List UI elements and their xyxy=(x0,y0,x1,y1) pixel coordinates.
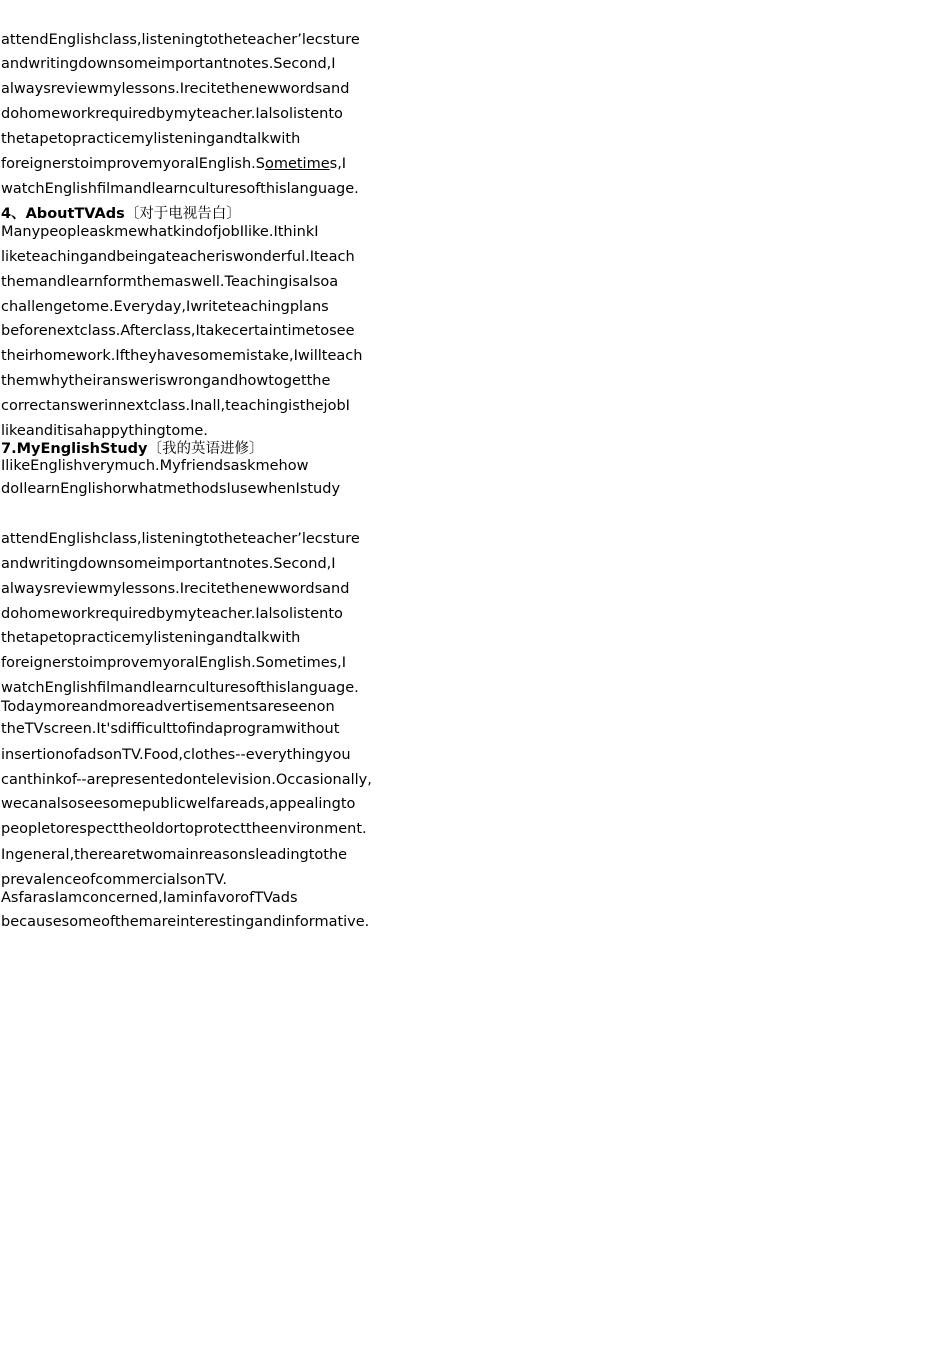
text-line: Todaymoreandmoreadvertisementsareseenon xyxy=(1,699,335,715)
text-line: becausesomeofthemareinterestingandinformative. xyxy=(1,914,370,930)
text-line: challengetome.Everyday,Iwriteteachingplans xyxy=(1,299,329,315)
text-line: AsfarasIamconcerned,IaminfavorofTVads xyxy=(1,890,298,906)
text-line: correctanswerinnextclass.Inall,teachingisthejobI xyxy=(1,398,350,414)
text-line: watchEnglishfilmandlearnculturesofthislanguage. xyxy=(1,181,359,197)
text-line: dohomeworkrequiredbymyteacher.Ialsolistento xyxy=(1,106,343,122)
text-line: insertionofadsonTV.Food,clothes--everythingyou xyxy=(1,747,351,763)
text-line: likeanditisahappythingtome. xyxy=(1,423,208,439)
text-line: attendEnglishclass,listeningtotheteacher’lecsture xyxy=(1,32,360,48)
text-line: thetapetopracticemylisteningandtalkwith xyxy=(1,131,301,147)
heading-chinese: 〔对于电视告白〕 xyxy=(124,206,241,222)
section-heading xyxy=(1,440,264,458)
text-line: liketeachingandbeingateacheriswonderful.Iteach xyxy=(1,249,355,265)
text-line: alwaysreviewmylessons.Irecitethenewwordsand xyxy=(1,581,350,597)
text-line: theirhomework.Iftheyhavesomemistake,Iwillteach xyxy=(1,348,363,364)
underlined-text: ometime xyxy=(264,156,330,172)
text-line: prevalenceofcommercialsonTV. xyxy=(1,872,227,888)
text-line: Ingeneral,therearetwomainreasonsleadingtothe xyxy=(1,847,348,863)
heading-title: 7.MyEnglishStudy xyxy=(1,441,148,457)
text-segment: s,I xyxy=(329,156,347,172)
text-line: peopletorespecttheoldortoprotecttheenvironment. xyxy=(1,821,367,837)
text-line: canthinkof--arepresentedontelevision.Occasionally, xyxy=(1,772,372,788)
text-line: thetapetopracticemylisteningandtalkwith xyxy=(1,630,301,646)
text-line: ManypeopleaskmewhatkindofjobIlike.IthinkI xyxy=(1,224,319,240)
text-line: beforenextclass.Afterclass,Itakecertaintimetosee xyxy=(1,323,355,339)
text-line: andwritingdownsomeimportantnotes.Second,I xyxy=(1,556,336,572)
section-heading xyxy=(1,205,241,223)
text-line: IlikeEnglishverymuch.Myfriendsaskmehow xyxy=(1,458,309,474)
text-line: andwritingdownsomeimportantnotes.Second,I xyxy=(1,56,336,72)
text-line: theTVscreen.It'sdifficulttofindaprogramwithout xyxy=(1,721,340,737)
text-line: attendEnglishclass,listeningtotheteacher’lecsture xyxy=(1,531,360,547)
text-line: themandlearnformthemaswell.Teachingisalsoa xyxy=(1,274,339,290)
heading-title: 4、AboutTVAds xyxy=(1,206,125,222)
text-line: doIlearnEnglishorwhatmethodsIusewhenIstudy xyxy=(1,481,341,497)
text-line: themwhytheiransweriswrongandhowtogetthe xyxy=(1,373,331,389)
text-line: wecanalsoseesomepublicwelfareads,appealingto xyxy=(1,796,356,812)
text-segment: foreignerstoimprovemyoralEnglish.S xyxy=(1,156,265,172)
heading-chinese: 〔我的英语进修〕 xyxy=(147,441,264,457)
text-line: dohomeworkrequiredbymyteacher.Ialsolistento xyxy=(1,606,343,622)
text-line xyxy=(1,155,346,173)
text-line: alwaysreviewmylessons.Irecitethenewwordsand xyxy=(1,81,350,97)
text-line: watchEnglishfilmandlearnculturesofthislanguage. xyxy=(1,680,359,696)
text-line: foreignerstoimprovemyoralEnglish.Sometimes,I xyxy=(1,655,347,671)
